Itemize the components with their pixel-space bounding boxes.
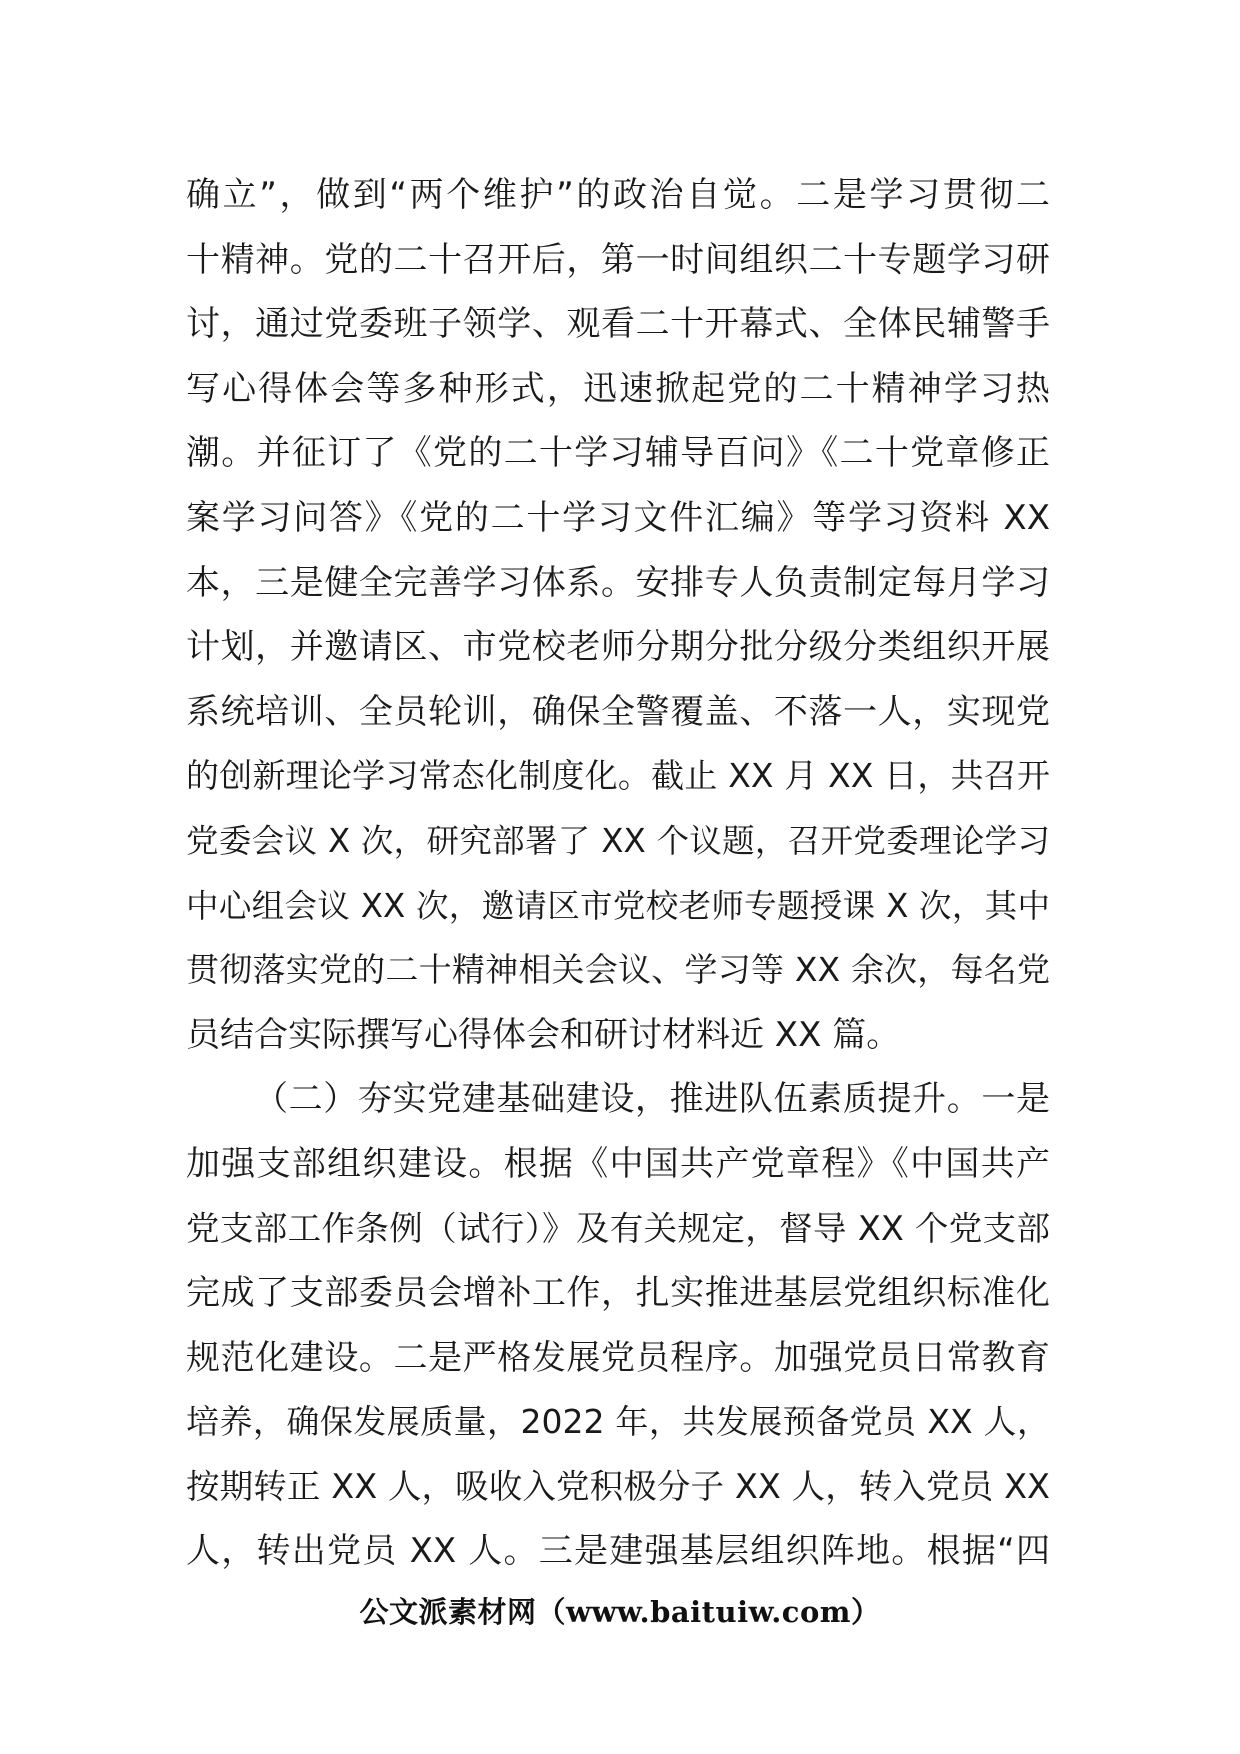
text-line: 潮。并征订了《党的二十学习辅导百问》《二十党章修正 xyxy=(186,433,1050,474)
text-line: 人，转出党员 XX 人。三是建强基层组织阵地。根据“四 xyxy=(186,1531,1050,1572)
text-line: 案学习问答》《党的二十学习文件汇编》等学习资料 XX xyxy=(186,497,1050,538)
text-line: 党委会议 X 次，研究部署了 XX 个议题，召开党委理论学习 xyxy=(186,821,1050,860)
text-line: 写心得体会等多种形式，迅速掀起党的二十精神学习热 xyxy=(186,368,1050,409)
text-line: 计划，并邀请区、市党校老师分期分批分级分类组织开展 xyxy=(186,627,1050,668)
text-line: 加强支部组织建设。根据《中国共产党章程》《中国共产 xyxy=(186,1143,1050,1184)
text-line: 的创新理论学习常态化制度化。截止 XX 月 XX 日，共召开 xyxy=(186,756,1050,796)
text-line: 贯彻落实党的二十精神相关会议、学习等 XX 余次，每名党 xyxy=(186,950,1050,990)
text-line: 中心组会议 XX 次，邀请区市党校老师专题授课 X 次，其中 xyxy=(186,886,1050,925)
text-line: 按期转正 XX 人，吸收入党积极分子 XX 人，转入党员 XX xyxy=(186,1466,1050,1506)
text-line: 完成了支部委员会增补工作，扎实推进基层党组织标准化 xyxy=(186,1273,1050,1314)
body-text xyxy=(186,163,1050,1584)
footer-watermark: 公文派素材网（www.baituiw.com） xyxy=(359,1595,881,1629)
text-line: 系统培训、全员轮训，确保全警覆盖、不落一人，实现党 xyxy=(186,691,1050,732)
text-line: 确立”，做到“两个维护”的政治自觉。二是学习贯彻二 xyxy=(186,175,1050,215)
text-line: 十精神。党的二十召开后，第一时间组织二十专题学习研 xyxy=(186,239,1050,280)
text-line: 本，三是健全完善学习体系。安排专人负责制定每月学习 xyxy=(186,562,1050,603)
section-heading-line: （二）夯实党建基础建设，推进队伍素质提升。一是 xyxy=(254,1079,1050,1120)
text-line: 讨，通过党委班子领学、观看二十开幕式、全体民辅警手 xyxy=(186,304,1050,345)
paragraph-end-line: 员结合实际撰写心得体会和研讨材料近 XX 篇。 xyxy=(186,1014,901,1055)
text-line: 培养，确保发展质量，2022 年，共发展预备党员 XX 人， xyxy=(186,1402,1050,1442)
text-line: 规范化建设。二是严格发展党员程序。加强党员日常教育 xyxy=(186,1337,1050,1378)
text-line: 党支部工作条例（试行）》及有关规定，督导 XX 个党支部 xyxy=(186,1208,1050,1248)
